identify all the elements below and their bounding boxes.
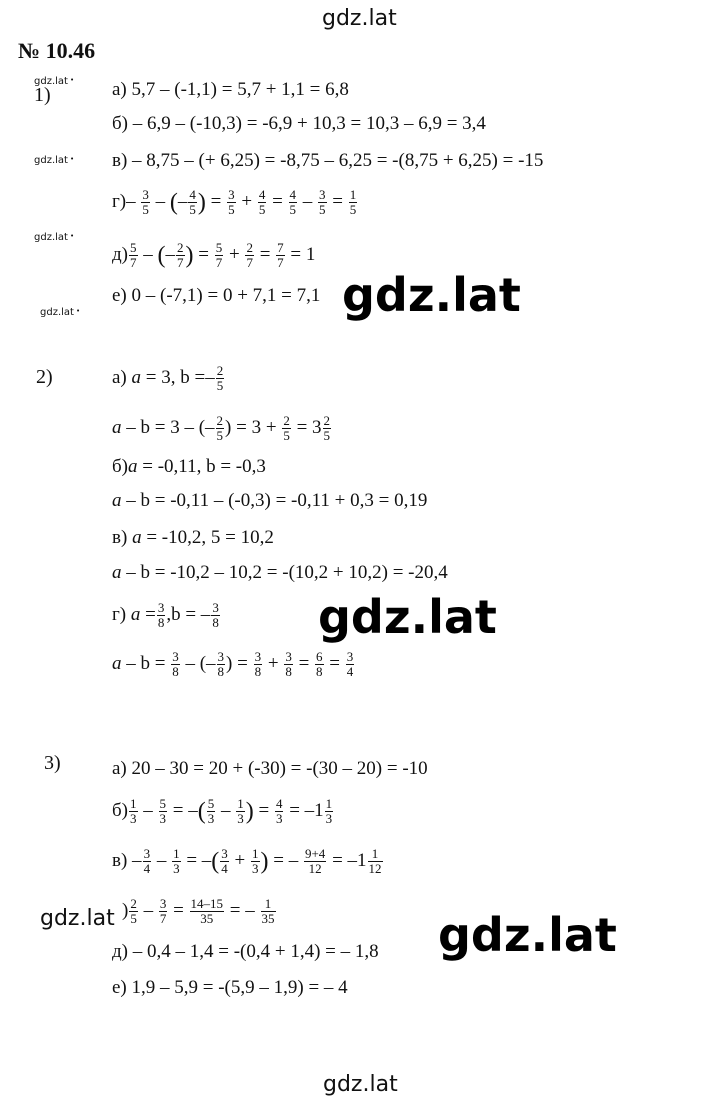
fraction: $\frac{2}{7}$ xyxy=(246,240,253,270)
fraction: $\frac{3}{8}$ xyxy=(285,649,292,679)
watermark-top: gdz.lat xyxy=(322,6,397,31)
solution-line: б)a = -0,11, b = -0,3 xyxy=(112,456,266,477)
fraction: $\frac{2}{5}$ xyxy=(323,413,331,443)
fraction: $\frac{3}{4}$ xyxy=(221,846,228,876)
fraction: $\frac{3}{5}$ xyxy=(142,187,149,217)
solution-line: в) – $\frac{3}{4}$ – $\frac{1}{3}$ = –( $\frac{3}{4}$ + $\frac{1}{3}$ ) = – $\frac{9+4}{12}$ = –1 $\frac{1}{12}$ xyxy=(112,846,382,876)
fraction: $\frac{1}{3}$ xyxy=(252,846,259,876)
fraction: $\frac{1}{3}$ xyxy=(173,846,180,876)
watermark-small: gdz.lat • xyxy=(34,232,74,243)
solution-line: a – b = $\frac{3}{8}$ – (– $\frac{3}{8}$ ) = $\frac{3}{8}$ + $\frac{3}{8}$ = $\frac{6}{8}$ = $\frac{3}{4}$ xyxy=(112,649,354,679)
watermark-big: gdz.lat xyxy=(318,590,497,644)
fraction: $\frac{4}{3}$ xyxy=(275,796,283,826)
fraction: $\frac{5}{3}$ xyxy=(207,796,215,826)
fraction: $\frac{2}{5}$ xyxy=(283,413,290,443)
part-label: 1) xyxy=(34,84,51,106)
fraction: $\frac{2}{7}$ xyxy=(177,240,184,270)
fraction: $\frac{2}{5}$ xyxy=(130,896,137,926)
fraction: $\frac{7}{7}$ xyxy=(277,240,284,270)
solution-line: a – b = -10,2 – 10,2 = -(10,2 + 10,2) = -20,4 xyxy=(112,562,448,583)
solution-line: в) – 8,75 – (+ 6,25) = -8,75 – 6,25 = -(8,75 + 6,25) = -15 xyxy=(112,150,544,171)
fraction: $\frac{4}{5}$ xyxy=(189,187,196,217)
fraction: $\frac{2}{5}$ xyxy=(216,363,224,393)
watermark-small: gdz.lat • xyxy=(34,76,74,87)
solution-line: г) a = $\frac{3}{8}$ ,b = – $\frac{3}{8}$ xyxy=(112,600,219,630)
fraction: $\frac{5}{7}$ xyxy=(130,240,137,270)
fraction: $\frac{1}{35}$ xyxy=(261,896,275,926)
watermark-small: gdz.lat • xyxy=(40,307,80,318)
fraction: $\frac{1}{12}$ xyxy=(368,846,382,876)
fraction: $\frac{4}{5}$ xyxy=(289,187,297,217)
watermark-big: gdz.lat xyxy=(438,908,617,962)
fraction: $\frac{3}{8}$ xyxy=(172,649,179,679)
solution-line: а) a = 3, b =– $\frac{2}{5}$ xyxy=(112,363,224,393)
problem-title: № 10.46 xyxy=(18,38,96,63)
fraction: $\frac{2}{5}$ xyxy=(216,413,224,443)
watermark-small: gdz.lat • xyxy=(34,155,74,166)
watermark-big: gdz.lat xyxy=(342,268,521,322)
fraction: $\frac{3}{8}$ xyxy=(217,649,225,679)
fraction: $\frac{5}{3}$ xyxy=(159,796,166,826)
solution-line: a – b = -0,11 – (-0,3) = -0,11 + 0,3 = 0,19 xyxy=(112,490,428,511)
solution-line: е) 0 – (-7,1) = 0 + 7,1 = 7,1 xyxy=(112,285,321,306)
fraction: $\frac{3}{4}$ xyxy=(346,649,354,679)
solution-line: е) 1,9 – 5,9 = -(5,9 – 1,9) = – 4 xyxy=(112,977,348,998)
fraction: $\frac{3}{7}$ xyxy=(159,896,167,926)
solution-line: ) $\frac{2}{5}$ – $\frac{3}{7}$ = $\frac{14-15}{35}$ = – $\frac{1}{35}$ xyxy=(122,896,275,926)
solution-line: д) – 0,4 – 1,4 = -(0,4 + 1,4) = – 1,8 xyxy=(112,941,379,962)
solution-line: д) $\frac{5}{7}$ – (– $\frac{2}{7}$ ) = $\frac{5}{7}$ + $\frac{2}{7}$ = $\frac{7}{7}$ = 1 xyxy=(112,240,316,270)
fraction: $\frac{3}{8}$ xyxy=(254,649,262,679)
part-label: 3) xyxy=(44,752,61,774)
fraction: $\frac{14-15}{35}$ xyxy=(190,896,224,926)
solution-line: а) 20 – 30 = 20 + (-30) = -(30 – 20) = -10 xyxy=(112,758,428,779)
fraction: $\frac{9+4}{12}$ xyxy=(304,846,326,876)
fraction: $\frac{3}{4}$ xyxy=(143,846,151,876)
watermark-mid: gdz.lat xyxy=(40,906,115,931)
solution-line: б) $\frac{1}{3}$ – $\frac{5}{3}$ = –( $\frac{5}{3}$ – $\frac{1}{3}$ ) = $\frac{4}{3}$ = –1 $\frac{1}{3}$ xyxy=(112,796,333,826)
fraction: $\frac{3}{8}$ xyxy=(212,600,219,630)
fraction: $\frac{1}{3}$ xyxy=(130,796,137,826)
fraction: $\frac{1}{3}$ xyxy=(237,796,244,826)
fraction: $\frac{1}{3}$ xyxy=(325,796,333,826)
solution-line: a – b = 3 – (– $\frac{2}{5}$ ) = 3 + $\frac{2}{5}$ = 3 $\frac{2}{5}$ xyxy=(112,413,331,443)
solution-line: в) a = -10,2, 5 = 10,2 xyxy=(112,527,274,548)
fraction: $\frac{5}{7}$ xyxy=(215,240,223,270)
fraction: $\frac{3}{5}$ xyxy=(228,187,235,217)
solution-line: а) 5,7 – (-1,1) = 5,7 + 1,1 = 6,8 xyxy=(112,79,349,100)
fraction: $\frac{1}{5}$ xyxy=(349,187,357,217)
part-label: 2) xyxy=(36,366,53,388)
watermark-bottom: gdz.lat xyxy=(323,1072,398,1097)
solution-line: г)– $\frac{3}{5}$ – (– $\frac{4}{5}$ ) = $\frac{3}{5}$ + $\frac{4}{5}$ = $\frac{4}{5}$ – $\frac{3}{5}$ = $\frac{1}{5}$ xyxy=(112,187,357,217)
fraction: $\frac{4}{5}$ xyxy=(258,187,266,217)
solution-line: б) – 6,9 – (-10,3) = -6,9 + 10,3 = 10,3 – 6,9 = 3,4 xyxy=(112,113,486,134)
fraction: $\frac{6}{8}$ xyxy=(316,649,323,679)
fraction: $\frac{3}{5}$ xyxy=(319,187,326,217)
fraction: $\frac{3}{8}$ xyxy=(157,600,165,630)
